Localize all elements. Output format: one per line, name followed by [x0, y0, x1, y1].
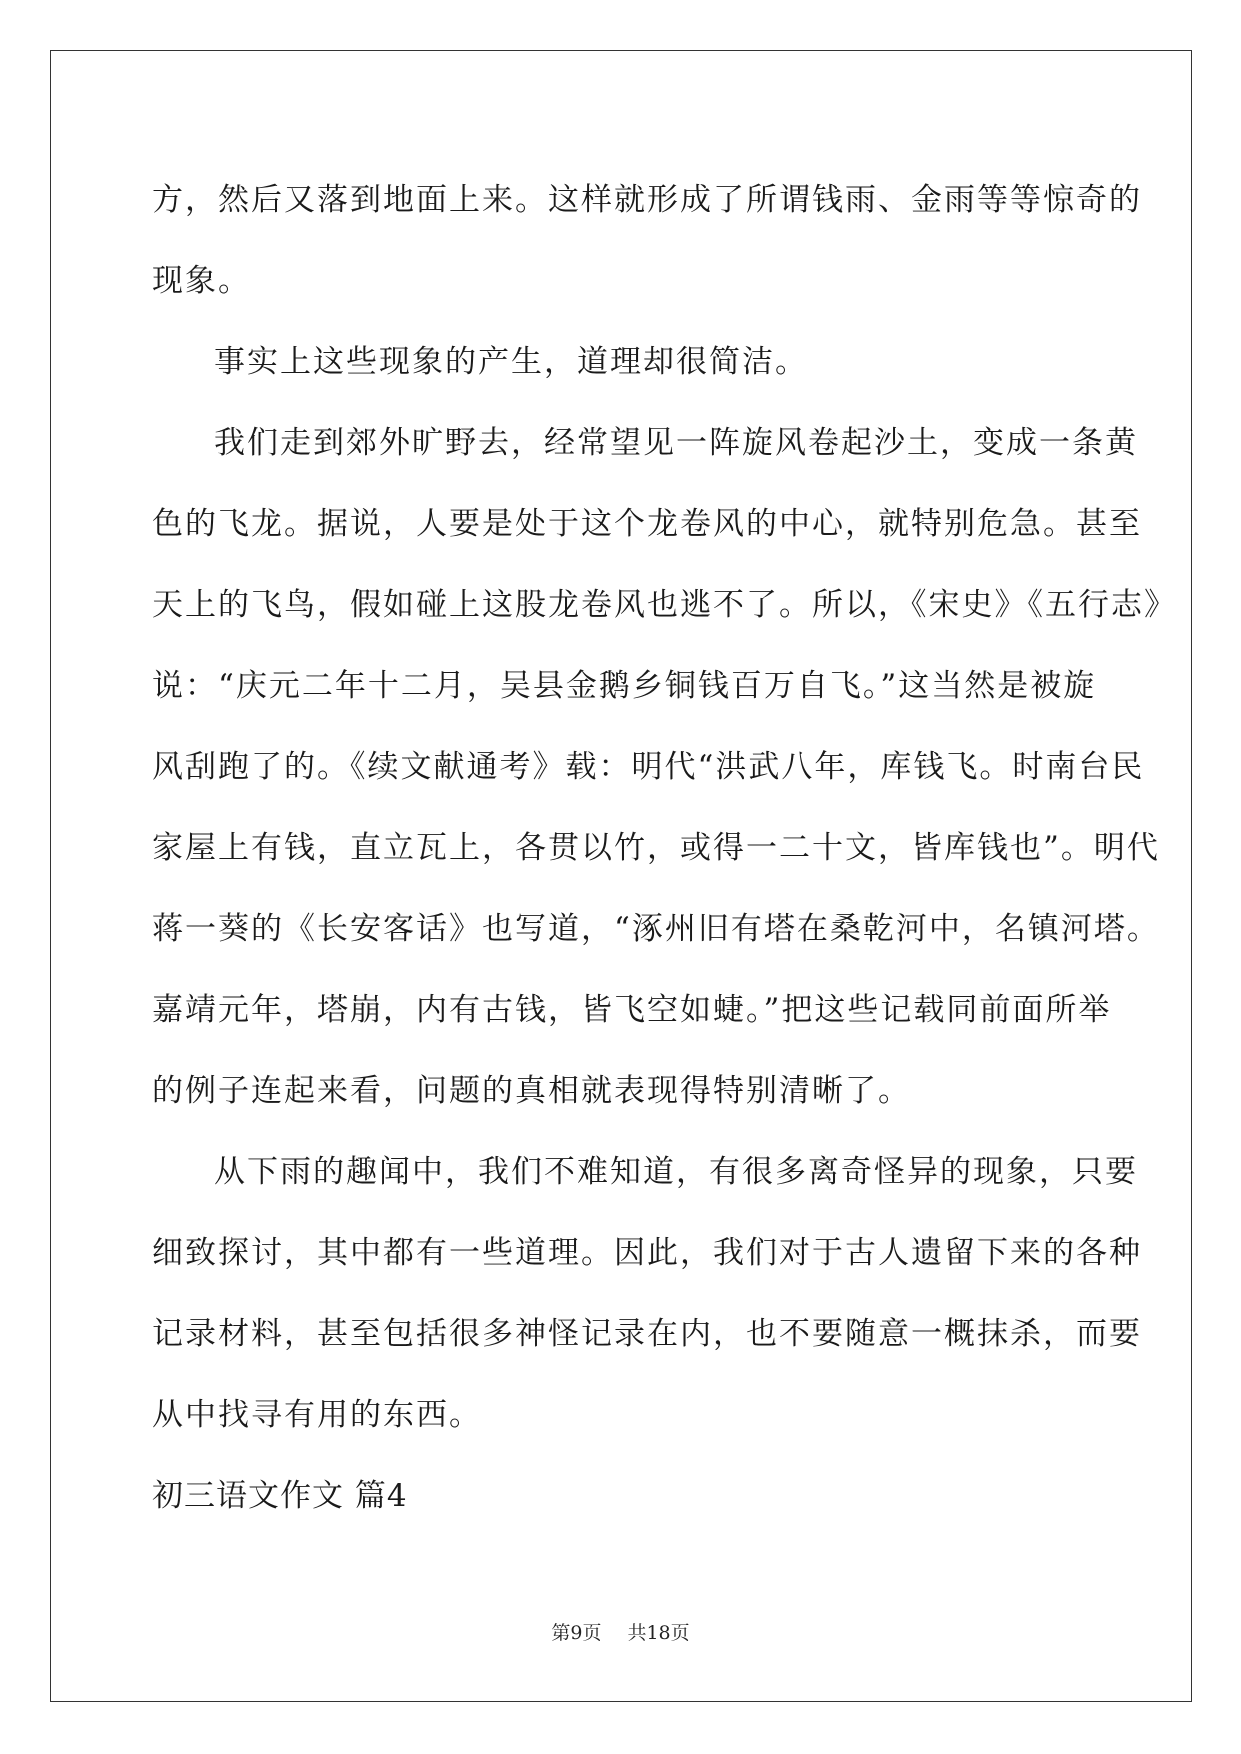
- page-number: 第9页: [551, 1622, 602, 1644]
- text-line: 方，然后又落到地面上来。这样就形成了所谓钱雨、金雨等等惊奇的: [152, 182, 1142, 218]
- text-line: 从下雨的趣闻中，我们不难知道，有很多离奇怪异的现象，只要: [214, 1154, 1138, 1190]
- text-line: 色的飞龙。据说，人要是处于这个龙卷风的中心，就特别危急。甚至: [152, 506, 1142, 542]
- text-line: 天上的飞鸟，假如碰上这股龙卷风也逃不了。所以，《宋史》《五行志》: [152, 587, 1177, 623]
- text-line: 家屋上有钱，直立瓦上，各贯以竹，或得一二十文，皆库钱也”。明代: [152, 830, 1160, 866]
- text-line: 从中找寻有用的东西。: [152, 1397, 482, 1433]
- text-line: 蒋一葵的《长安客话》也写道，“涿州旧有塔在桑乾河中，名镇河塔。: [152, 911, 1160, 947]
- text-line: 记录材料，甚至包括很多神怪记录在内，也不要随意一概抹杀，而要: [152, 1316, 1142, 1352]
- section-heading: 初三语文作文 篇4: [152, 1478, 408, 1514]
- text-line: 细致探讨，其中都有一些道理。因此，我们对于古人遗留下来的各种: [152, 1235, 1142, 1271]
- document-body: [152, 160, 1177, 1537]
- page-footer: [0, 1618, 1241, 1645]
- text-line: 说：“庆元二年十二月，吴县金鹅乡铜钱百万自飞。”这当然是被旋: [152, 668, 1097, 704]
- text-line: 事实上这些现象的产生，道理却很简洁。: [214, 344, 808, 380]
- text-line: 的例子连起来看，问题的真相就表现得特别清晰了。: [152, 1073, 911, 1109]
- page-total: 共18页: [627, 1622, 690, 1644]
- text-line: 风刮跑了的。《续文献通考》载：明代“洪武八年，库钱飞。时南台民: [152, 749, 1145, 785]
- text-line: 嘉靖元年，塔崩，内有古钱，皆飞空如蜨。”把这些记载同前面所举: [152, 992, 1112, 1028]
- text-line: 我们走到郊外旷野去，经常望见一阵旋风卷起沙土，变成一条黄: [214, 425, 1138, 461]
- text-line: 现象。: [152, 263, 251, 299]
